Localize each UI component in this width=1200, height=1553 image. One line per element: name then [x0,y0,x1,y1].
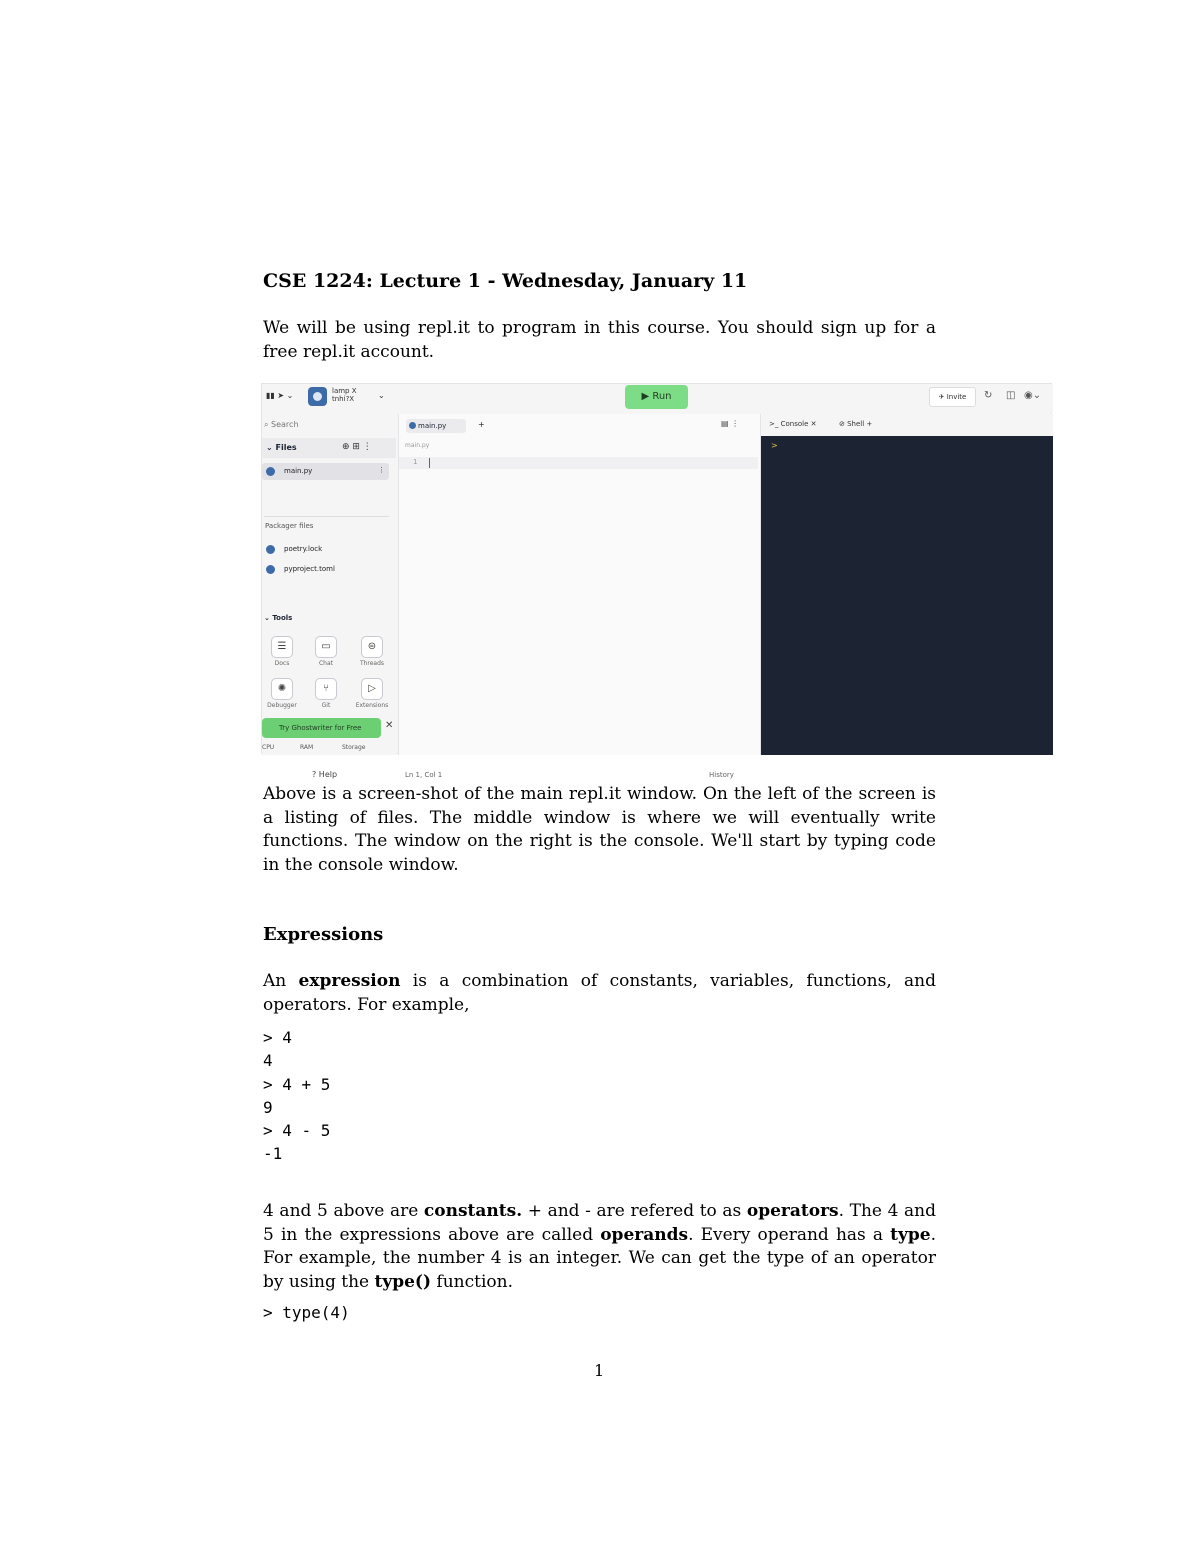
git-icon: ⑂ [315,678,337,700]
page-number: 1 [594,1361,605,1380]
text-cursor [429,458,430,468]
section-heading: Expressions [263,924,384,945]
current-line [399,457,758,469]
file-item: poetry.lock [262,541,389,558]
chevron-down-icon: ⌄ [378,391,385,400]
repl-name: lamp X tnhi?X [332,387,357,403]
breadcrumb: main.py [405,442,430,449]
files-header: ⌄ Files ⊕ ⊞ ⋮ [262,438,396,458]
tool-git: ⑂ Git [306,676,346,712]
avatar-icon: ◉⌄ [1024,390,1042,401]
search-field: ⌕ Search [264,420,299,429]
python-logo-icon [308,387,327,406]
file-item: main.py ⋮ [262,463,389,480]
tool-chat: ▭ Chat [306,634,346,670]
run-button: ▶ Run [625,385,688,409]
notification-icon: ◫ [1006,390,1016,401]
console-panel [761,436,1053,755]
tools-label: ⌄ Tools [264,614,293,622]
divider [264,516,389,517]
replit-screenshot [261,383,1052,779]
debugger-icon: ✺ [271,678,293,700]
help-link: ? Help [312,770,338,779]
file-actions-icon: ⊕ ⊞ ⋮ [342,442,372,452]
python-file-icon [266,467,275,476]
tool-debugger: ✺ Debugger [262,676,302,712]
history-link: History [709,771,734,779]
layout-icon: ▤ ⋮ [721,419,740,428]
expressions-paragraph: An expression is a combination of constants, variables, functions, and operators. For example, [263,971,936,1015]
top-bar [262,384,1053,412]
file-item: pyproject.toml [262,561,389,578]
extensions-icon: ▷ [361,678,383,700]
page-title: CSE 1224: Lecture 1 - Wednesday, January 11 [263,270,748,292]
intro-paragraph: We will be using repl.it to program in this course. You should sign up for a free repl.it account. [263,318,936,362]
chat-icon: ▭ [315,636,337,658]
tab-shell: ⊘ Shell + [839,420,873,428]
tab-console: >_ Console ✕ [769,420,817,428]
threads-icon: ⊜ [361,636,383,658]
python-file-icon [266,565,275,574]
python-file-icon [266,545,275,554]
more-icon: ⋮ [378,466,385,474]
ghostwriter-banner: Try Ghostwriter for Free [262,718,381,738]
tool-threads: ⊜ Threads [352,634,392,670]
docs-icon: ☰ [271,636,293,658]
console-tabs [761,414,1053,436]
invite-button: ✈ Invite [929,387,976,407]
close-icon: ✕ [385,720,394,731]
sidebar-toggle-icon: ▮▮ ➤ ⌄ [266,391,294,400]
operands-paragraph: 4 and 5 above are constants. + and - are refered to as operators. The 4 and 5 in the expressions above are called operands. Every operand has a type. For example, the number 4 is an integer. We can get the type of an operator by using the type() function. [263,1201,936,1292]
packager-label: Packager files [265,522,314,530]
screenshot-description: Above is a screen-shot of the main repl.it window. On the left of the screen is a listing of files. The middle window is where we will eventually write functions. The window on the right is the console. We'll start by typing code in the console window. [263,784,936,875]
code-example-type: > type(4) [263,1303,350,1322]
add-tab-icon: + [478,420,485,429]
file-sidebar: ⌕ Search ⌄ Files ⊕ ⊞ ⋮ main.py ⋮ Packager files poetry.lock pyproject.toml ⌄ Tools ☰ Docs ▭ Chat ⊜ Threads ✺ Debugger ⑂ Git ▷ Extensions Try Ghostwriter for Free ✕ CPU RAM Storage ? Help [262,414,396,755]
code-editor [398,414,761,779]
code-example: > 4 4 > 4 + 5 9 > 4 - 5 -1 [263,1028,331,1164]
cursor-position: Ln 1, Col 1 [405,771,443,779]
tool-docs: ☰ Docs [262,634,302,670]
line-number: 1 [413,458,418,466]
refresh-icon: ↻ [984,390,993,401]
tool-extensions: ▷ Extensions [352,676,392,712]
editor-tab: main.py [406,419,466,433]
console-prompt: > [771,441,778,450]
